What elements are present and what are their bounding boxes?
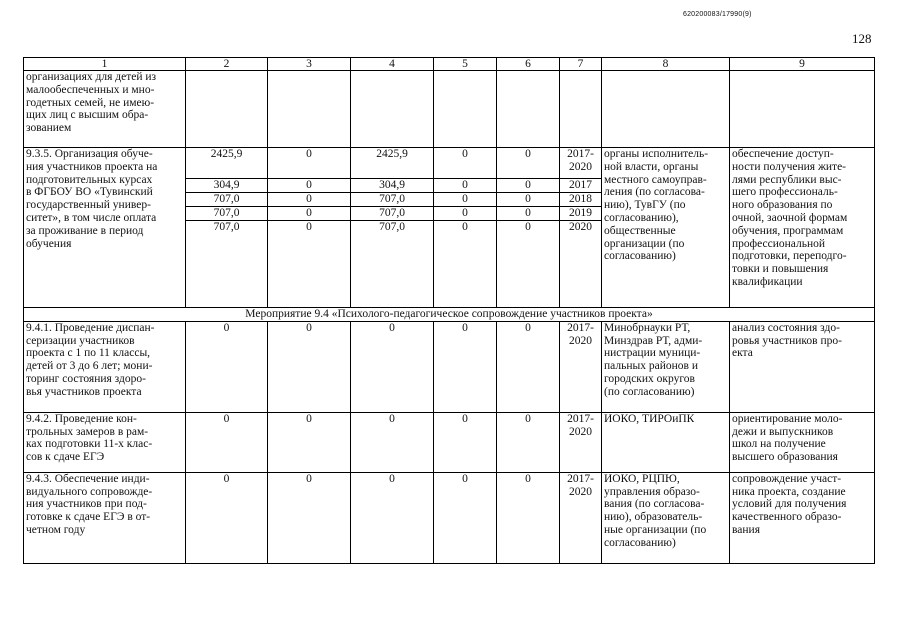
- federal-value: 0: [268, 179, 351, 193]
- period: 2019: [560, 207, 602, 221]
- responsible-executors: ИОКО, ТИРОиПК: [602, 412, 730, 472]
- republic-value: 304,9: [351, 179, 434, 193]
- other-value: 0: [497, 412, 560, 472]
- total-value: 0: [186, 472, 268, 563]
- header-row: [24, 58, 875, 71]
- federal-value: 0: [268, 221, 351, 308]
- table-row-9-4-3: [24, 472, 875, 563]
- expected-result: сопровождение участ- ника проекта, создание условий для получения качественного образо- вания: [730, 472, 875, 563]
- other-value: 0: [497, 148, 560, 179]
- header-cell: 9: [730, 58, 875, 71]
- republic-value: 0: [351, 321, 434, 412]
- header-cell: 4: [351, 58, 434, 71]
- page-number: 128: [852, 31, 872, 46]
- republic-value: 707,0: [351, 207, 434, 221]
- municipal-value: 0: [434, 148, 497, 179]
- expected-result: обеспечение доступ- ности получения жите- лями республики выс- шего профессиональ- ного образования по очной, заочной формам обучения, программам профессиональной подготовки, переподго- товки и повышения квалификации: [730, 148, 875, 308]
- other-value: 0: [497, 321, 560, 412]
- municipal-value: 0: [434, 221, 497, 308]
- header-cell: 7: [560, 58, 602, 71]
- municipal-value: 0: [434, 179, 497, 193]
- total-value: 707,0: [186, 193, 268, 207]
- period: 2017- 2020: [560, 321, 602, 412]
- period: 2017- 2020: [560, 412, 602, 472]
- total-value: 707,0: [186, 207, 268, 221]
- expected-result: ориентирование моло- дежи и выпускников школ на получение высшего образования: [730, 412, 875, 472]
- total-value: 707,0: [186, 221, 268, 308]
- header-cell: 1: [24, 58, 186, 71]
- period: 2017- 2020: [560, 148, 602, 179]
- republic-value: 0: [351, 412, 434, 472]
- section-row: [24, 308, 875, 322]
- municipal-value: 0: [434, 207, 497, 221]
- municipal-value: 0: [434, 321, 497, 412]
- municipal-value: 0: [434, 472, 497, 563]
- responsible-executors: ИОКО, РЦПЮ, управления образо- вания (по согласова- нию), образователь- ные организации (по согласованию): [602, 472, 730, 563]
- federal-value: 0: [268, 148, 351, 179]
- period: 2018: [560, 193, 602, 207]
- period: 2020: [560, 221, 602, 308]
- other-value: 0: [497, 472, 560, 563]
- table-row-continuation: [24, 71, 875, 148]
- republic-value: 707,0: [351, 221, 434, 308]
- other-value: 0: [497, 221, 560, 308]
- document-number: 620200083/17990(9): [683, 11, 752, 18]
- total-value: 304,9: [186, 179, 268, 193]
- federal-value: 0: [268, 321, 351, 412]
- total-value: 0: [186, 412, 268, 472]
- header-cell: 6: [497, 58, 560, 71]
- total-value: 0: [186, 321, 268, 412]
- republic-value: 2425,9: [351, 148, 434, 179]
- activity-description: организациях для детей из малообеспеченных и мно- годетных семей, не имею- щих лиц с высшим обра- зованием: [24, 71, 186, 148]
- header-cell: 2: [186, 58, 268, 71]
- municipal-value: 0: [434, 412, 497, 472]
- period: 2017- 2020: [560, 472, 602, 563]
- federal-value: 0: [268, 193, 351, 207]
- federal-value: 0: [268, 207, 351, 221]
- other-value: 0: [497, 179, 560, 193]
- table-row-9-4-2: [24, 412, 875, 472]
- section-title: Мероприятие 9.4 «Психолого-педагогическое сопровождение участников проекта»: [24, 308, 875, 322]
- expected-result: анализ состояния здо- ровья участников про- екта: [730, 321, 875, 412]
- federal-value: 0: [268, 412, 351, 472]
- federal-value: 0: [268, 472, 351, 563]
- header-cell: 3: [268, 58, 351, 71]
- activity-description: 9.4.3. Обеспечение инди- видуального сопровожде- ния участников при под- готовке к сдаче ЕГЭ в от- четном году: [24, 472, 186, 563]
- republic-value: 707,0: [351, 193, 434, 207]
- total-value: 2425,9: [186, 148, 268, 179]
- activity-description: 9.3.5. Организация обуче- ния участников проекта на подготовительных курсах в ФГБОУ ВО «Тувинский государственный универ- ситет», в том числе оплата за проживание в период обучения: [24, 148, 186, 308]
- table-row-9-4-1: [24, 321, 875, 412]
- responsible-executors: Минобрнауки РТ, Минздрав РТ, адми- нистрации муници- пальных районов и городских округов (по согласованию): [602, 321, 730, 412]
- table-row-9-3-5: [24, 148, 875, 179]
- activity-description: 9.4.1. Проведение диспан- серизации участников проекта с 1 по 11 классы, детей от 3 до 6 лет; мони- торинг состояния здоро- вья участников проекта: [24, 321, 186, 412]
- program-table: [23, 57, 875, 564]
- period: 2017: [560, 179, 602, 193]
- responsible-executors: органы исполнитель- ной власти, органы местного самоуправ- ления (по согласова- нию), ТувГУ (по согласованию), общественные организации (по согласованию): [602, 148, 730, 308]
- municipal-value: 0: [434, 193, 497, 207]
- republic-value: 0: [351, 472, 434, 563]
- other-value: 0: [497, 207, 560, 221]
- other-value: 0: [497, 193, 560, 207]
- header-cell: 8: [602, 58, 730, 71]
- activity-description: 9.4.2. Проведение кон- трольных замеров в рам- ках подготовки 11-х клас- сов к сдаче ЕГЭ: [24, 412, 186, 472]
- header-cell: 5: [434, 58, 497, 71]
